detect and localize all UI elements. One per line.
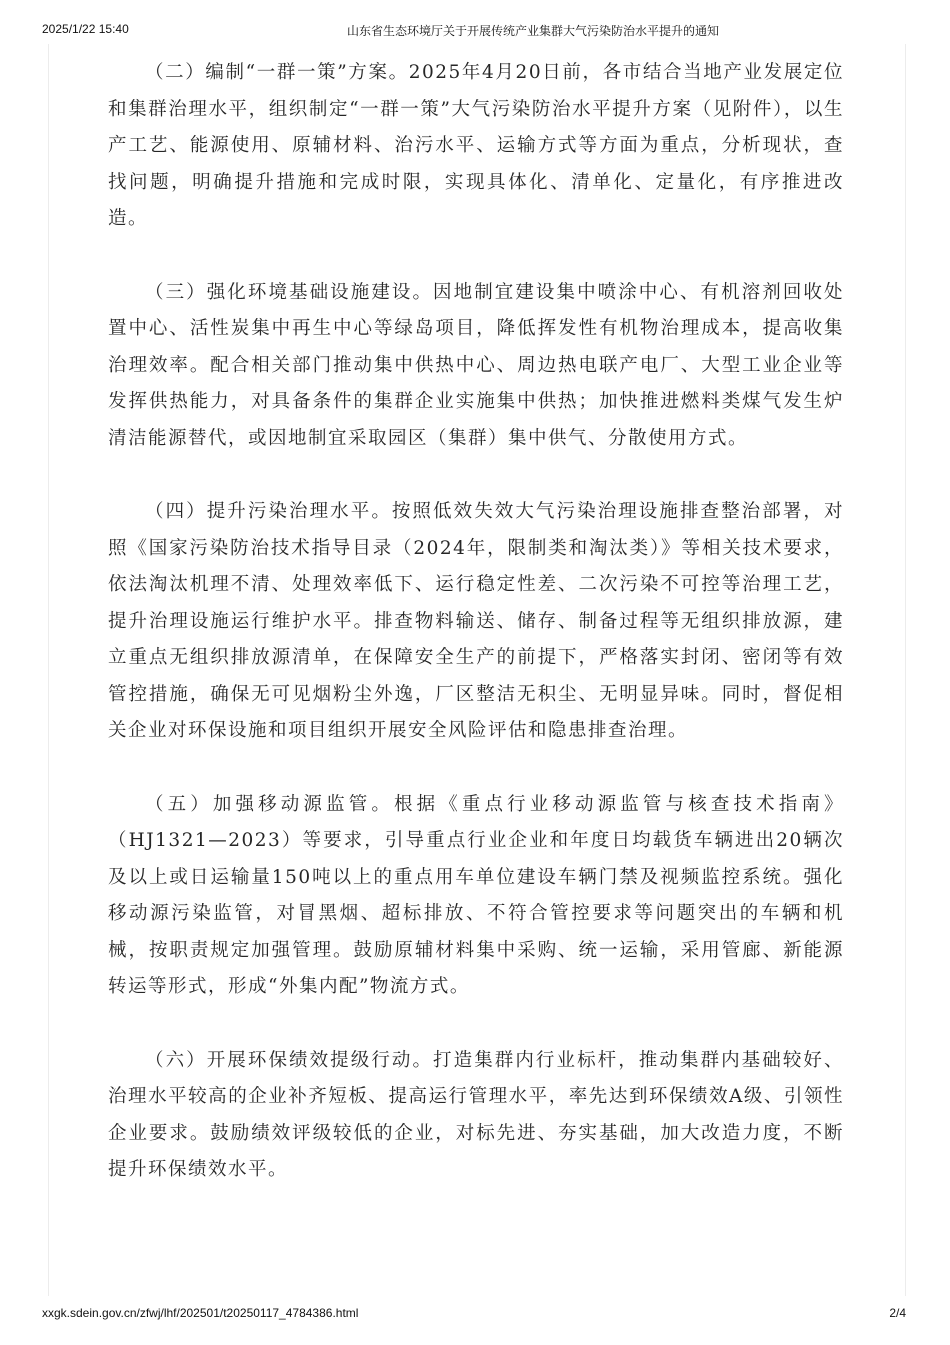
- print-header: [0, 22, 950, 42]
- paragraph-mobile-source: （五）加强移动源监管。根据《重点行业移动源监管与核查技术指南》（HJ1321—2023）等要求，引导重点行业企业和年度日均载货车辆进出20辆次及以上或日运输量150吨以上的重点用车单位建设车辆门禁及视频监控系统。强化移动源污染监管，对冒黑烟、超标排放、不符合管控要求等问题突出的车辆和机械，按职责规定加强管理。鼓励原辅材料集中采购、统一运输，采用管廊、新能源转运等形式，形成“外集内配”物流方式。: [108, 793, 844, 997]
- paragraph-pollution-control: （四）提升污染治理水平。按照低效失效大气污染治理设施排查整治部署，对照《国家污染防治技术指导目录（2024年，限制类和淘汰类）》等相关技术要求，依法淘汰机理不清、处理效率低下、运行稳定性差、二次污染不可控等治理工艺，提升治理设施运行维护水平。排查物料输送、储存、制备过程等无组织排放源，建立重点无组织排放源清单，在保障安全生产的前提下，严格落实封闭、密闭等有效管控措施，确保无可见烟粉尘外逸，厂区整洁无积尘、无明显异味。同时，督促相关企业对环保设施和项目组织开展安全风险评估和隐患排查治理。: [108, 501, 844, 741]
- document-body: [108, 55, 844, 1189]
- document-title: 山东省生态环境厅关于开展传统产业集群大气污染防治水平提升的通知: [347, 24, 720, 38]
- page-number: 2/4: [889, 1306, 906, 1320]
- paragraph-infrastructure: （三）强化环境基础设施建设。因地制宜建设集中喷涂中心、有机溶剂回收处置中心、活性炭集中再生中心等绿岛项目，降低挥发性有机物治理成本，提高收集治理效率。配合相关部门推动集中供热中心、周边热电联产电厂、大型工业企业等发挥供热能力，对具备条件的集群企业实施集中供热；加快推进燃料类煤气发生炉清洁能源替代，或因地制宜采取园区（集群）集中供气、分散使用方式。: [108, 281, 844, 449]
- paragraph-compile-plan: （二）编制“一群一策”方案。2025年4月20日前，各市结合当地产业发展定位和集群治理水平，组织制定“一群一策”大气污染防治水平提升方案（见附件），以生产工艺、能源使用、原辅材料、治污水平、运输方式等方面为重点，分析现状，查找问题，明确提升措施和完成时限，实现具体化、清单化、定量化，有序推进改造。: [108, 62, 844, 229]
- print-timestamp: 2025/1/22 15:40: [42, 22, 129, 36]
- paragraph-performance-upgrade: （六）开展环保绩效提级行动。打造集群内行业标杆，推动集群内基础较好、治理水平较高的企业补齐短板、提高运行管理水平，率先达到环保绩效A级、引领性企业要求。鼓励绩效评级较低的企业，对标先进、夯实基础，加大改造力度，不断提升环保绩效水平。: [108, 1049, 844, 1180]
- print-footer: [0, 1306, 950, 1326]
- page-url: xxgk.sdein.gov.cn/zfwj/lhf/202501/t20250117_4784386.html: [42, 1306, 359, 1320]
